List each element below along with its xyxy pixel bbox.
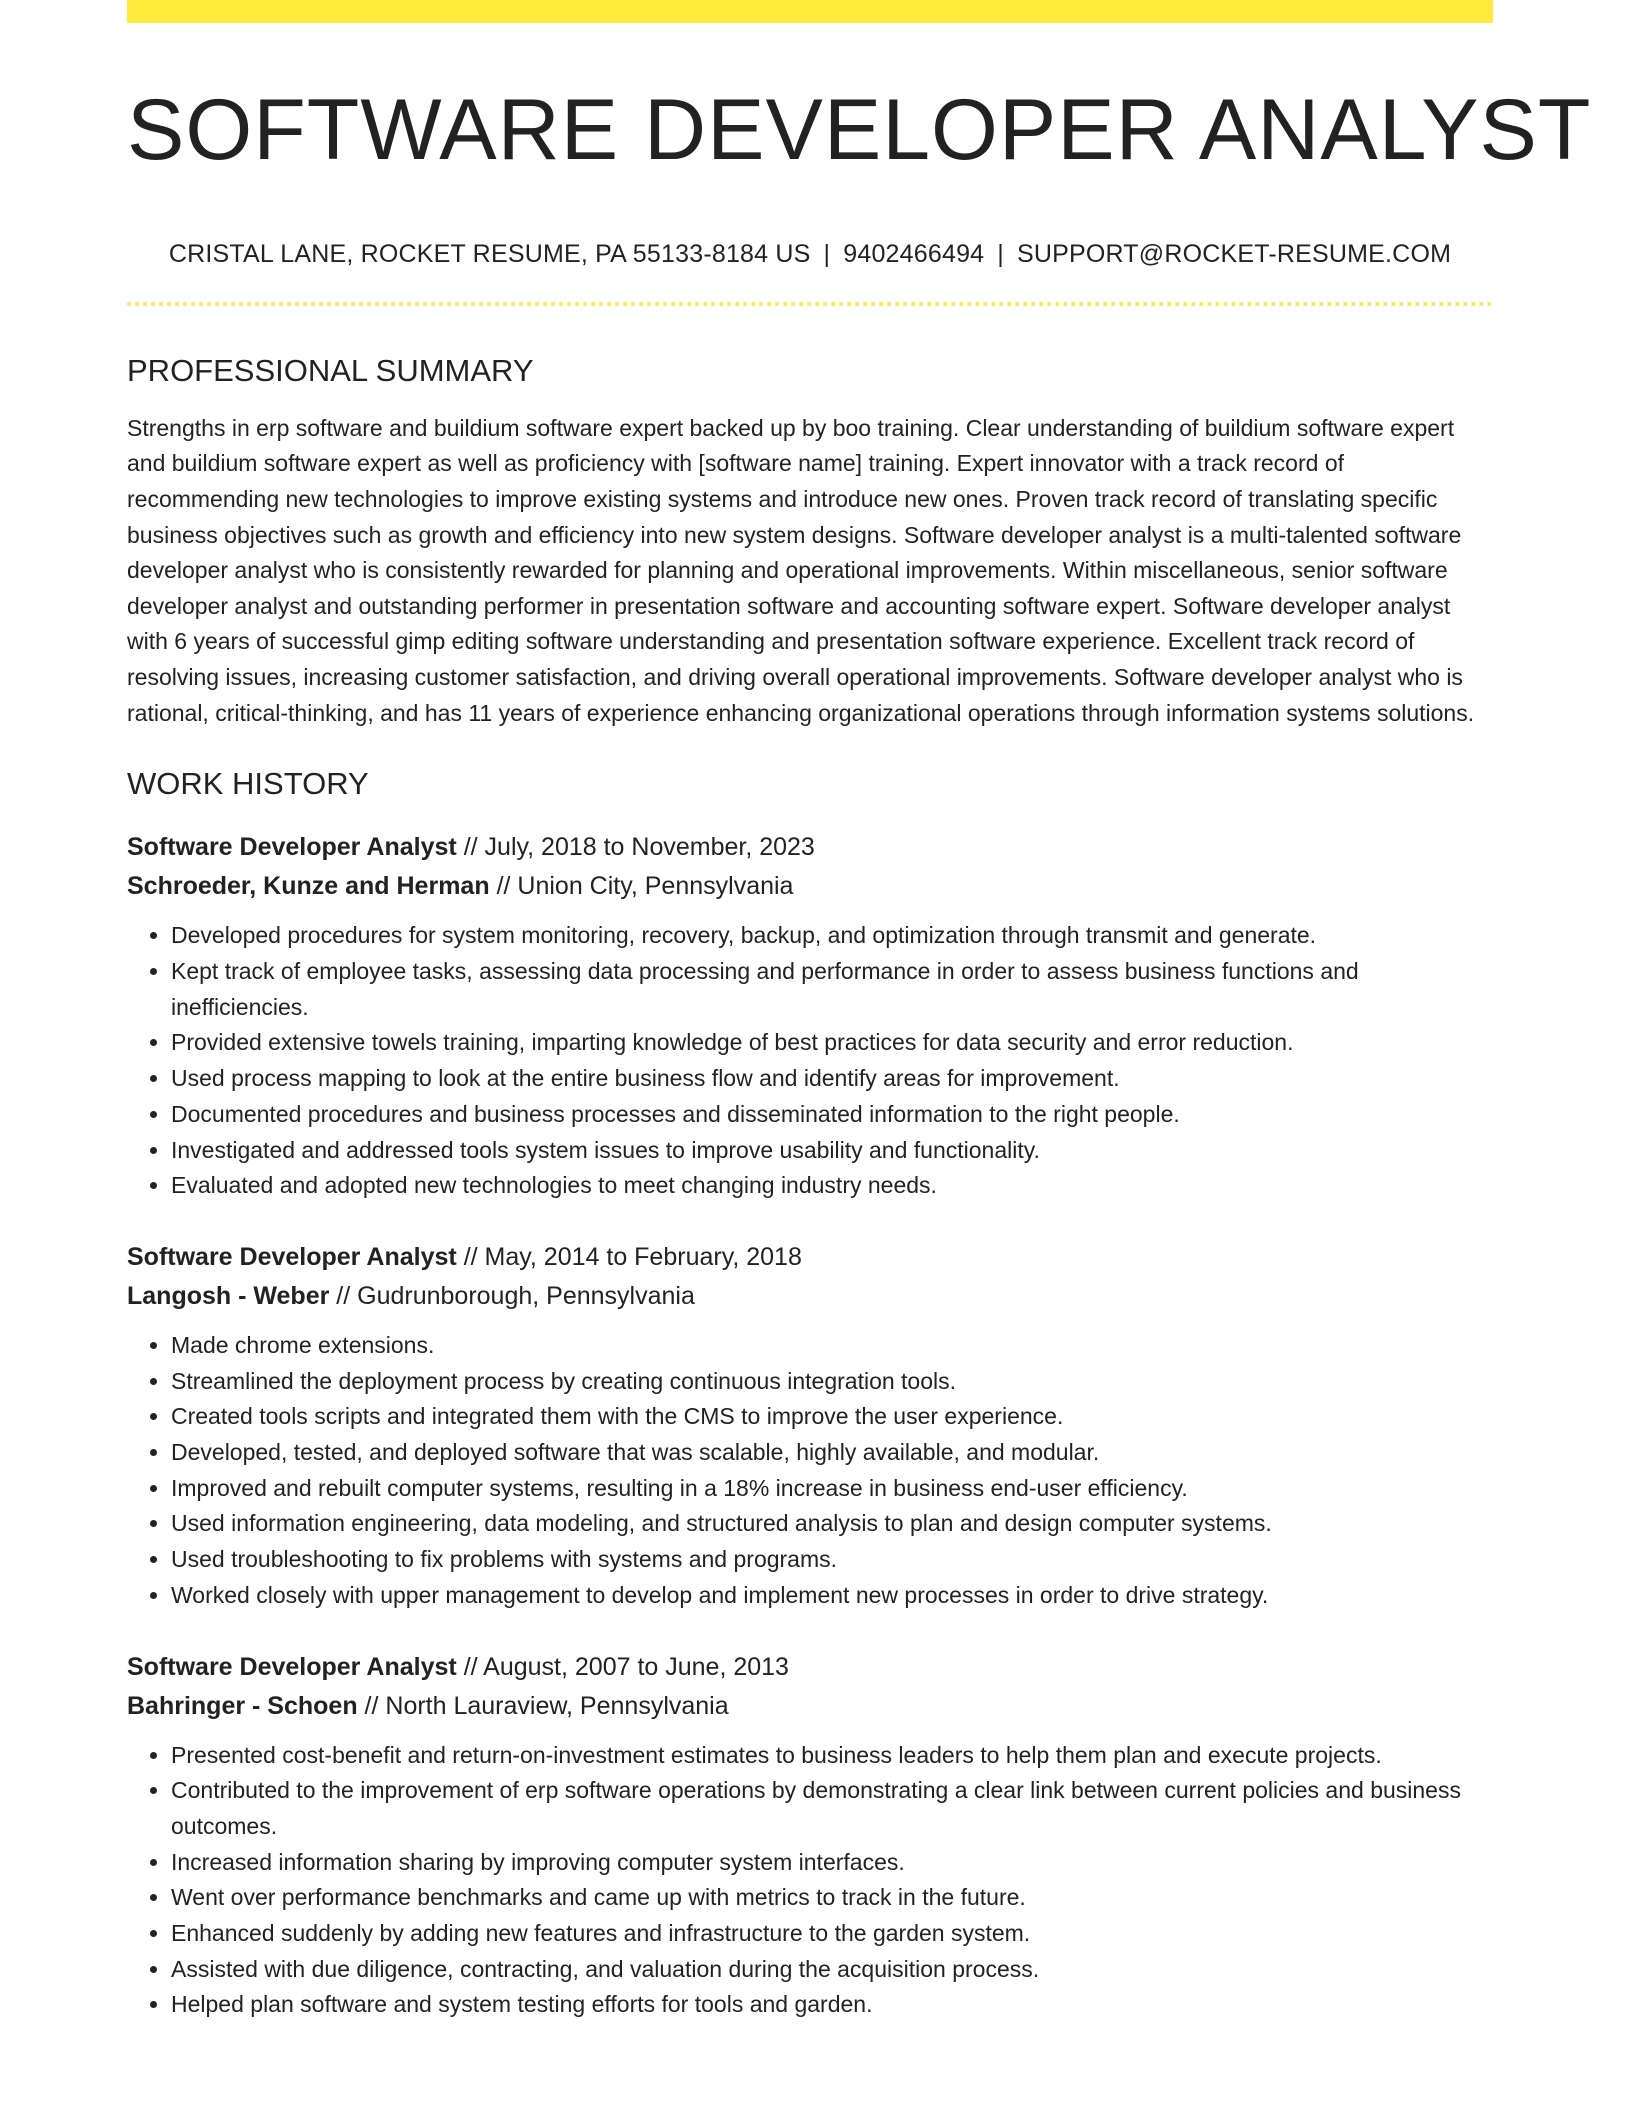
job-bullet-item: • Used information engineering, data modeling, and structured analysis to plan and design computer systems. [171, 1506, 1493, 1542]
job-title-line [127, 828, 1493, 867]
job-bullet-item: • Helped plan software and system testing efforts for tools and garden. [171, 1987, 1493, 2023]
job-bullet-item: • Documented procedures and business processes and disseminated information to the right people. [171, 1097, 1493, 1133]
section-title-work-history: WORK HISTORY [127, 766, 369, 802]
contact-email: SUPPORT@ROCKET-RESUME.COM [1016, 239, 1452, 268]
contact-separator: | [823, 239, 831, 268]
job-bullet-item: • Assisted with due diligence, contracting, and valuation during the acquisition process. [171, 1952, 1493, 1988]
job-title-line [127, 1648, 1493, 1687]
job-bullets [127, 1328, 1493, 1614]
contact-phone: 9402466494 [843, 239, 985, 268]
contact-line [127, 240, 1493, 269]
job-bullet-item: • Used troubleshooting to fix problems with systems and programs. [171, 1542, 1493, 1578]
job-bullet-item: • Streamlined the deployment process by creating continuous integration tools. [171, 1364, 1493, 1400]
job-bullet-item: • Developed, tested, and deployed software that was scalable, highly available, and modular. [171, 1435, 1493, 1471]
job-bullet-item: • Created tools scripts and integrated them with the CMS to improve the user experience. [171, 1399, 1493, 1435]
job-entry [127, 1648, 1493, 2024]
candidate-name: SOFTWARE DEVELOPER ANALYST [127, 82, 1592, 178]
job-bullet-item: • Improved and rebuilt computer systems, resulting in a 18% increase in business end-user efficiency. [171, 1471, 1493, 1507]
job-company-line [127, 867, 1493, 906]
job-location: // North Lauraview, Pennsylvania [364, 1691, 729, 1720]
job-role: Software Developer Analyst [127, 1652, 457, 1681]
contact-address: CRISTAL LANE, ROCKET RESUME, PA 55133-8184 US [168, 239, 811, 268]
job-location: // Union City, Pennsylvania [496, 872, 794, 901]
job-company-line [127, 1277, 1493, 1316]
job-company-line [127, 1687, 1493, 1726]
section-title-summary: PROFESSIONAL SUMMARY [127, 352, 534, 388]
job-bullet-item: • Increased information sharing by improving computer system interfaces. [171, 1845, 1493, 1881]
job-company: Schroeder, Kunze and Herman [127, 872, 490, 901]
work-history-list [127, 828, 1493, 2023]
job-role: Software Developer Analyst [127, 833, 457, 862]
job-bullet-item: • Kept track of employee tasks, assessing data processing and performance in order to assess business functions and inefficiencies. [171, 954, 1493, 1025]
job-bullets [127, 1738, 1493, 2024]
contact-separator: | [997, 239, 1004, 268]
job-dates: // August, 2007 to June, 2013 [463, 1652, 789, 1681]
job-bullet-item: • Worked closely with upper management to develop and implement new processes in order to drive strategy. [171, 1578, 1493, 1614]
job-company: Langosh - Weber [127, 1281, 330, 1310]
job-bullet-item: • Provided extensive towels training, imparting knowledge of best practices for data security and error reduction. [171, 1025, 1493, 1061]
job-location: // Gudrunborough, Pennsylvania [336, 1281, 695, 1310]
summary-text: Strengths in erp software and buildium software expert backed up by boo training. Clear understanding of buildium software expert and buildium software expert as well as proficiency with [software name] training. Expert innovator with a track record of recommending new technologies to improve existing systems and introduce new ones. Proven track record of translating specific business objectives such as growth and efficiency into new system designs. Software developer analyst is a multi-talented software developer analyst who is consistently rewarded for planning and operational improvements. Within miscellaneous, senior software developer analyst and outstanding performer in presentation software and accounting software expert. Software developer analyst with 6 years of successful gimp editing software understanding and presentation software experience. Excellent track record of resolving issues, increasing customer satisfaction, and driving overall operational improvements. Software developer analyst who is rational, critical-thinking, and has 11 years of experience enhancing organizational operations through information systems solutions. [127, 414, 1475, 726]
job-bullet-item: • Developed procedures for system monitoring, recovery, backup, and optimization through transmit and generate. [171, 918, 1493, 954]
job-entry [127, 828, 1493, 1204]
dotted-divider [127, 302, 1493, 306]
job-entry [127, 1238, 1493, 1614]
job-bullet-item: • Contributed to the improvement of erp software operations by demonstrating a clear link between current policies and business outcomes. [171, 1773, 1493, 1844]
job-bullet-item: • Investigated and addressed tools system issues to improve usability and functionality. [171, 1133, 1493, 1169]
job-bullets [127, 918, 1493, 1204]
job-dates: // July, 2018 to November, 2023 [463, 833, 815, 862]
job-bullet-item: • Presented cost-benefit and return-on-investment estimates to business leaders to help them plan and execute projects. [171, 1738, 1493, 1774]
resume-page [127, 0, 1592, 2023]
job-role: Software Developer Analyst [127, 1242, 457, 1271]
job-company: Bahringer - Schoen [127, 1691, 358, 1720]
accent-top-bar [127, 0, 1493, 23]
job-bullet-item: • Went over performance benchmarks and came up with metrics to track in the future. [171, 1880, 1493, 1916]
job-dates: // May, 2014 to February, 2018 [463, 1242, 802, 1271]
job-title-line [127, 1238, 1493, 1277]
job-bullet-item: • Made chrome extensions. [171, 1328, 1493, 1364]
job-bullet-item: • Used process mapping to look at the entire business flow and identify areas for improvement. [171, 1061, 1493, 1097]
job-bullet-item: • Evaluated and adopted new technologies to meet changing industry needs. [171, 1168, 1493, 1204]
job-bullet-item: • Enhanced suddenly by adding new features and infrastructure to the garden system. [171, 1916, 1493, 1952]
